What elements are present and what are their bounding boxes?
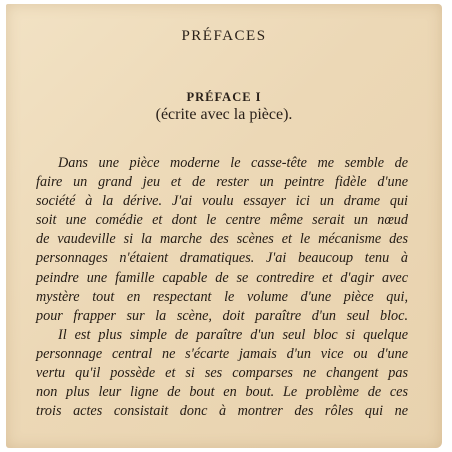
running-head: PRÉFACES [181,28,267,44]
text-line: de vaudeville si la marche des scènes et le mécanisme des [36,231,408,248]
text-line: vertu qu'il possède et si ses comparses ne changent pas [36,365,408,382]
body-text [36,154,408,421]
text-line: soit une comédie et dont le centre même serait un nœud [36,212,408,229]
text-line: Il est plus simple de paraître d'un seul bloc si quelque [58,326,408,343]
text-line: Dans une pièce moderne le casse-tête me semble de [58,155,408,171]
section-heading: PRÉFACE I [186,90,262,104]
book-page [6,4,442,448]
text-line: faire un grand jeu et de rester un peintre fidèle d'une [36,174,408,191]
text-line: mystère tout en respectant le volume d'une pièce qui, [36,288,408,305]
text-line: personnage central ne s'écarte jamais d'un vice ou d'une [36,345,408,362]
section-subheading: (écrite avec la pièce). [155,106,293,123]
text-line: peindre une famille capable de se contredire et d'agir avec [36,269,408,286]
text-line: société à la dérive. J'ai voulu essayer ici un drame qui [36,193,408,210]
text-line: pour frapper sur la scène, doit paraître d'un seul bloc. [36,307,408,324]
text-line: trois actes consistait donc à montrer des rôles qui ne [36,403,408,420]
text-line: non plus leur ligne de bout en bout. Le problème de ces [36,384,408,401]
text-line: personnages n'étaient dramatiques. J'ai beaucoup tenu à [36,250,408,267]
